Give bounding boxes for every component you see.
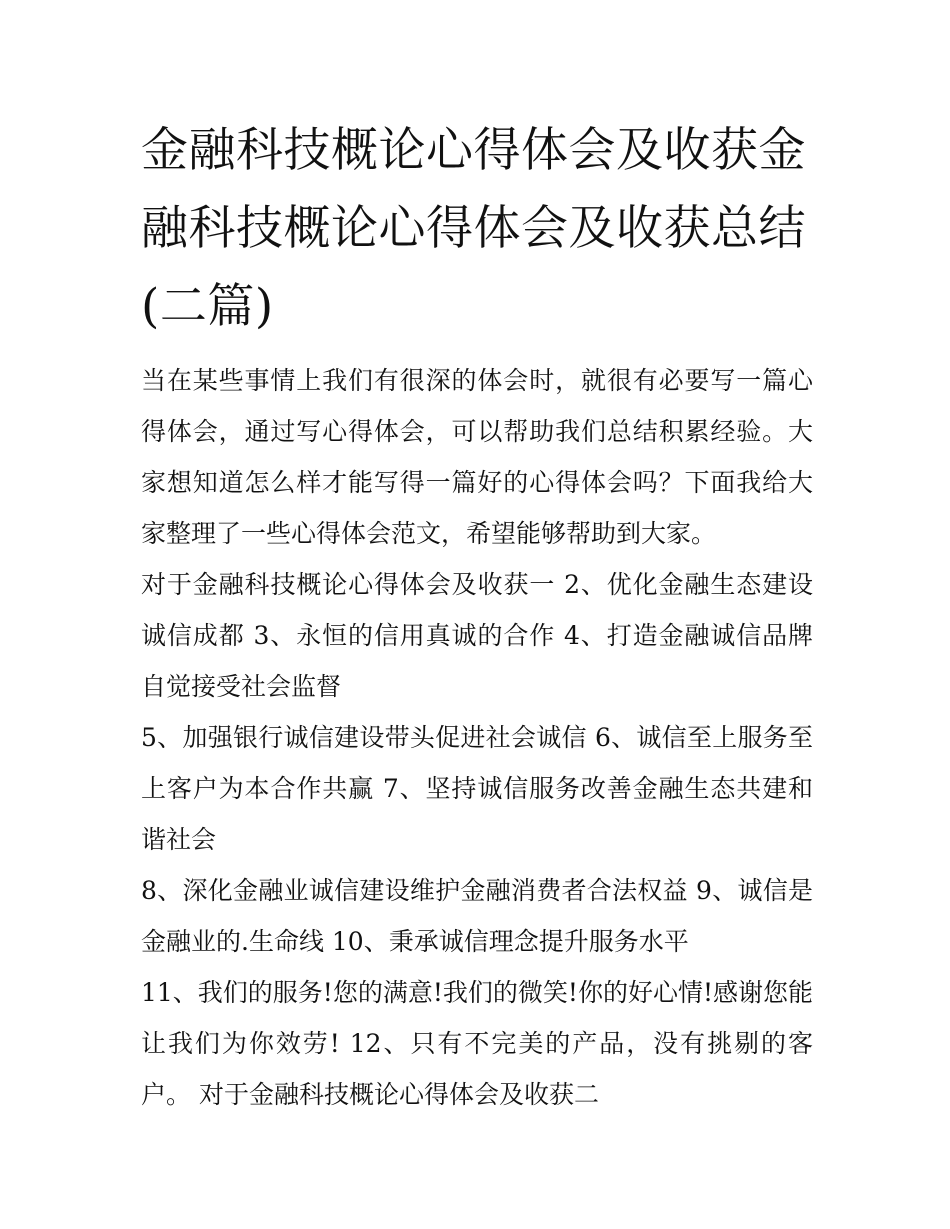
paragraph-2: 5、加强银行诚信建设带头促进社会诚信 6、诚信至上服务至上客户为本合作共赢 7、坚持诚信服务改善金融生态共建和谐社会	[141, 723, 813, 854]
paragraph-1: 对于金融科技概论心得体会及收获一 2、优化金融生态建设诚信成都 3、永恒的信用真诚的合作 4、打造金融诚信品牌自觉接受社会监督	[141, 570, 813, 701]
paragraph-4: 11、我们的服务!您的满意!我们的微笑!你的好心情!感谢您能让我们为你效劳! 12、只有不完美的产品，没有挑剔的客户。 对于金融科技概论心得体会及收获二	[141, 978, 813, 1109]
document-body	[141, 355, 813, 1120]
document-title: 金融科技概论心得体会及收获金融科技概论心得体会及收获总结(二篇)	[141, 123, 806, 334]
intro-paragraph: 当在某些事情上我们有很深的体会时，就很有必要写一篇心得体会，通过写心得体会，可以帮助我们总结积累经验。大家想知道怎么样才能写得一篇好的心得体会吗？下面我给大家整理了一些心得体会范文，希望能够帮助到大家。	[141, 366, 813, 548]
paragraph-3: 8、深化金融业诚信建设维护金融消费者合法权益 9、诚信是金融业的.生命线 10、秉承诚信理念提升服务水平	[141, 876, 813, 956]
